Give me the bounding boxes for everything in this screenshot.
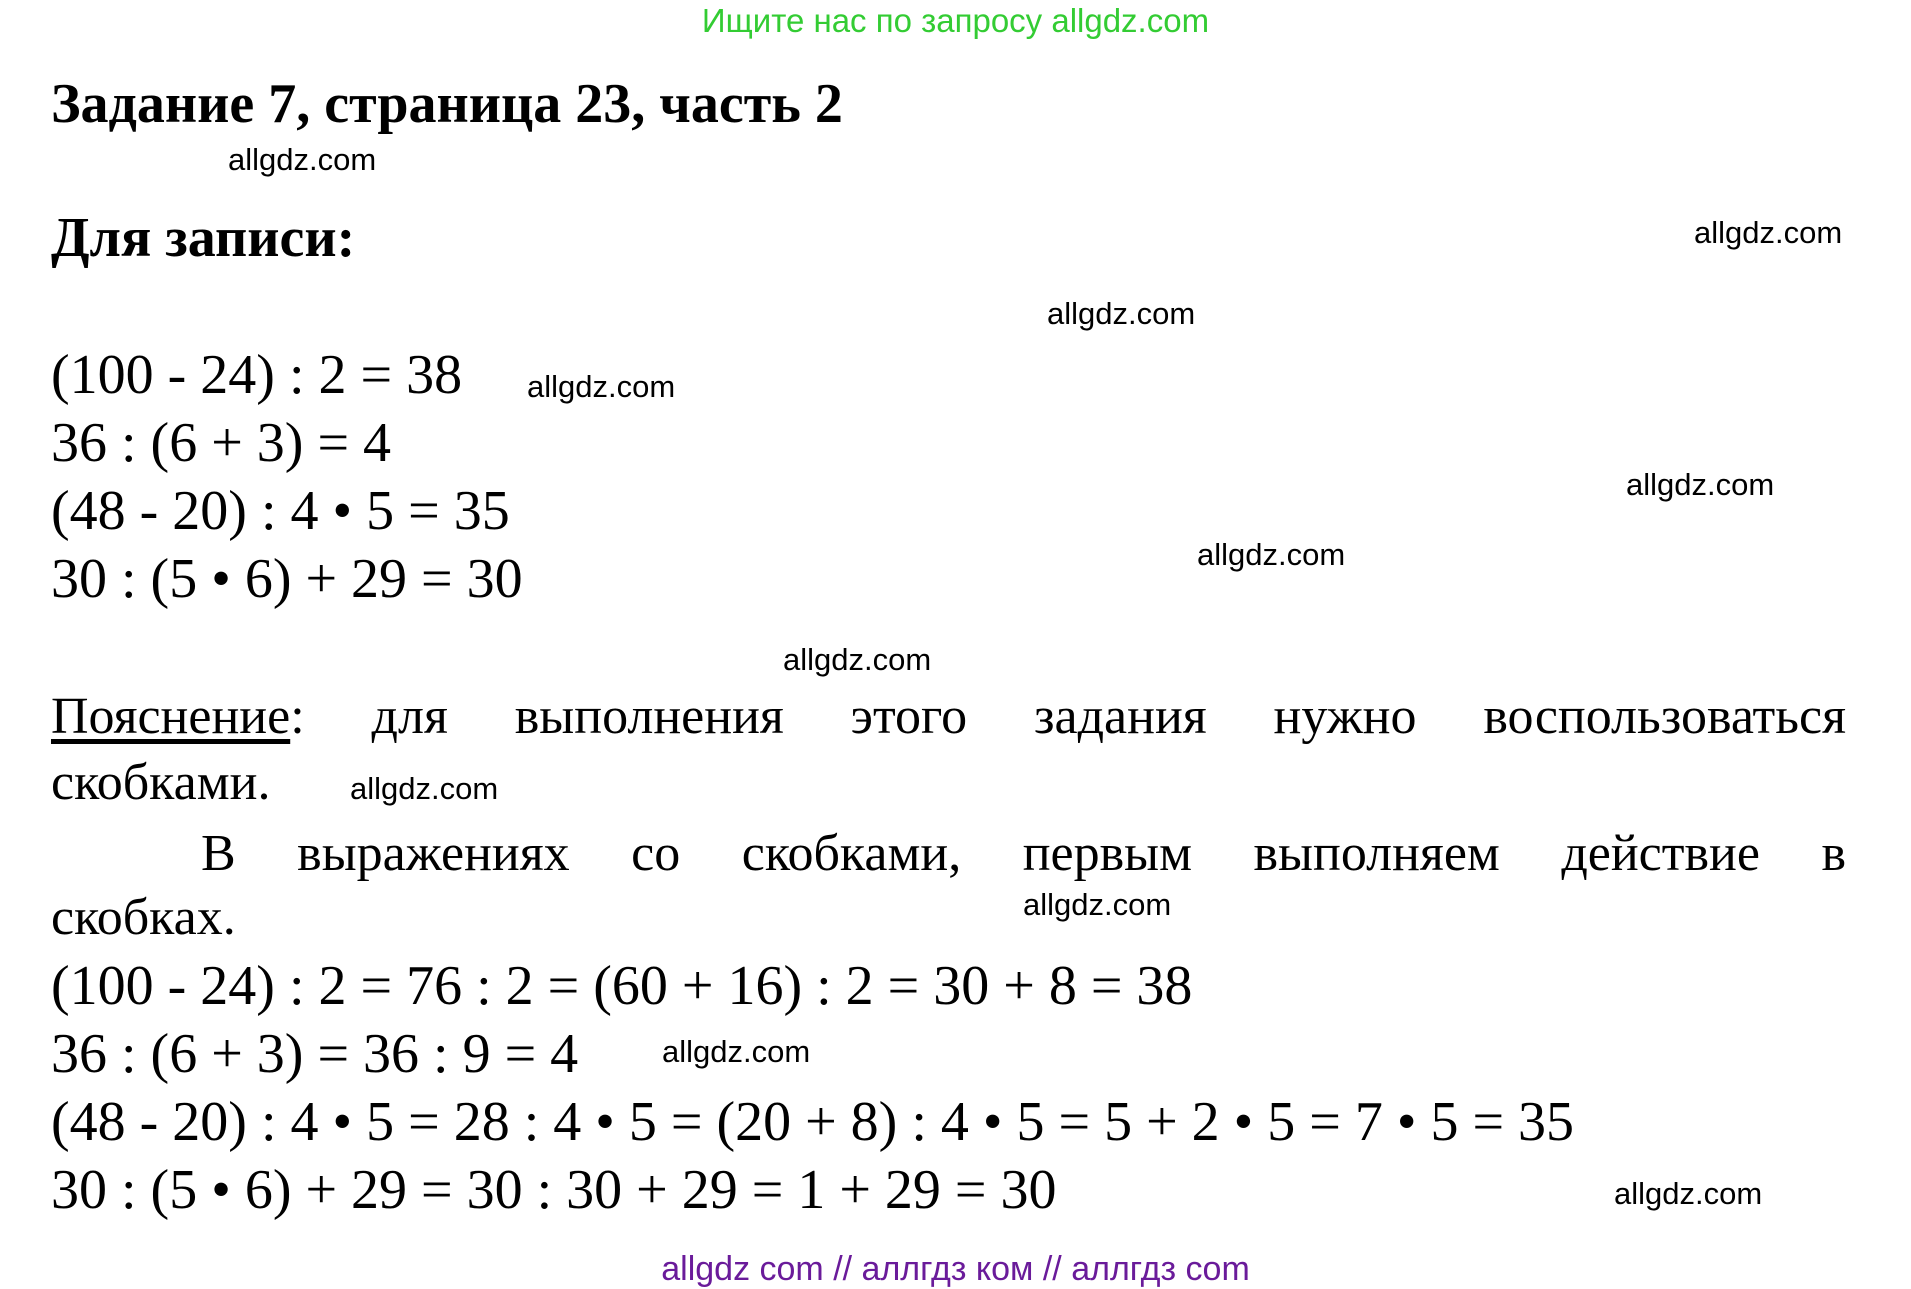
rule-line-2: скобках. [51,889,236,946]
solution-line: 30 : (5 • 6) + 29 = 30 : 30 + 29 = 1 + 29 = 30 [51,1159,1057,1221]
record-line: (100 - 24) : 2 = 38 [51,344,463,406]
watermark: allgdz.com [1614,1176,1763,1211]
explanation-colon: : [290,688,305,745]
solution-line: (48 - 20) : 4 • 5 = 28 : 4 • 5 = (20 + 8) : 4 • 5 = 5 + 2 • 5 = 7 • 5 = 35 [51,1091,1575,1153]
section-heading: Для записи: [51,207,356,269]
watermark: allgdz.com [350,771,499,806]
watermark: allgdz.com [662,1034,811,1069]
record-line: (48 - 20) : 4 • 5 = 35 [51,480,510,542]
record-line: 36 : (6 + 3) = 4 [51,412,392,474]
watermark: allgdz.com [1047,296,1196,331]
explanation-text: для выполнения этого задания нужно воспользоваться [304,688,1846,745]
explanation-line-2: скобками. [51,754,271,811]
rule-line-1: В выражениях со скобками, первым выполняем действие в [201,825,1846,882]
page-title: Задание 7, страница 23, часть 2 [51,73,843,135]
solution-line: (100 - 24) : 2 = 76 : 2 = (60 + 16) : 2 = 30 + 8 = 38 [51,955,1193,1017]
watermark: allgdz.com [783,642,932,677]
solution-line: 36 : (6 + 3) = 36 : 9 = 4 [51,1023,579,1085]
watermark: allgdz.com [1023,887,1172,922]
watermark: allgdz.com [1197,537,1346,572]
watermark: allgdz.com [1694,215,1843,250]
record-line: 30 : (5 • 6) + 29 = 30 [51,548,523,610]
footer-banner: allgdz com // аллгдз ком // аллгдз com [661,1250,1250,1288]
explanation-line-1 [51,683,1846,750]
watermark: allgdz.com [228,142,377,177]
watermark: allgdz.com [527,369,676,404]
watermark: allgdz.com [1626,467,1775,502]
explanation-label: Пояснение [51,688,291,745]
top-banner: Ищите нас по запросу allgdz.com [701,2,1210,39]
